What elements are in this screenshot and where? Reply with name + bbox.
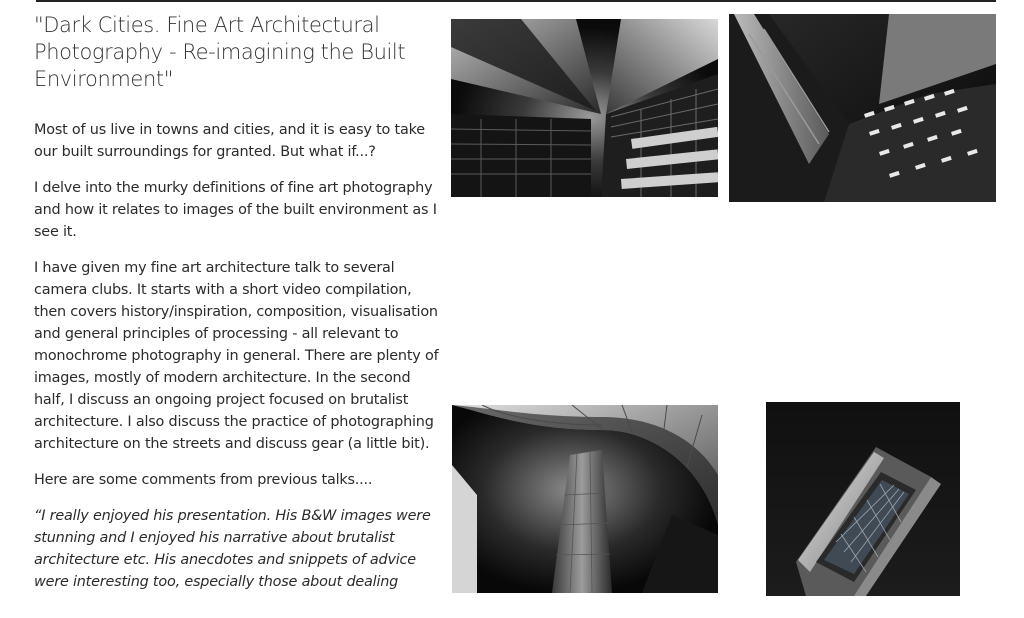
skyscraper-canopy-photo[interactable]: [451, 19, 718, 197]
talk-description-paragraph: I have given my fine art architecture talk to several camera clubs. It starts with a short video compilation, then covers history/inspiration, composition, visualisation and general principles of processing - all relevant to monochrome photography in general. There are plenty of images, mostly of modern architecture. In the second half, I discuss an ongoing project focused on brutalist architecture. I also discuss the practice of photographing architecture on the streets and discuss gear (a little bit).: [34, 260, 439, 452]
curved-glass-tower-photo[interactable]: [452, 405, 718, 593]
brutalist-window-block-photo[interactable]: [766, 402, 960, 596]
photo-graphic: [766, 402, 960, 596]
testimonial-quote: “I really enjoyed his presentation. His B&W images were stunning and I enjoyed his narrative about brutalist architecture etc. His anecdotes and snippets of advice were interesting too, especially those about dealing: [34, 508, 431, 590]
photo-graphic: [729, 14, 996, 202]
top-divider: [36, 0, 996, 2]
intro-paragraph: Most of us live in towns and cities, and it is easy to take our built surroundings for granted. But what if...?: [34, 122, 425, 160]
definition-paragraph: I delve into the murky definitions of fine art photography and how it relates to images of the built environment as I see it.: [34, 180, 437, 240]
comments-intro-paragraph: Here are some comments from previous talks....: [34, 472, 373, 488]
page-title: "Dark Cities. Fine Art Architectural Photography - Re-imagining the Built Environment": [34, 13, 406, 91]
article-text: [34, 12, 444, 607]
photo-graphic: [451, 19, 718, 197]
angled-tower-facade-photo[interactable]: [729, 14, 996, 202]
photo-graphic: [452, 405, 718, 593]
